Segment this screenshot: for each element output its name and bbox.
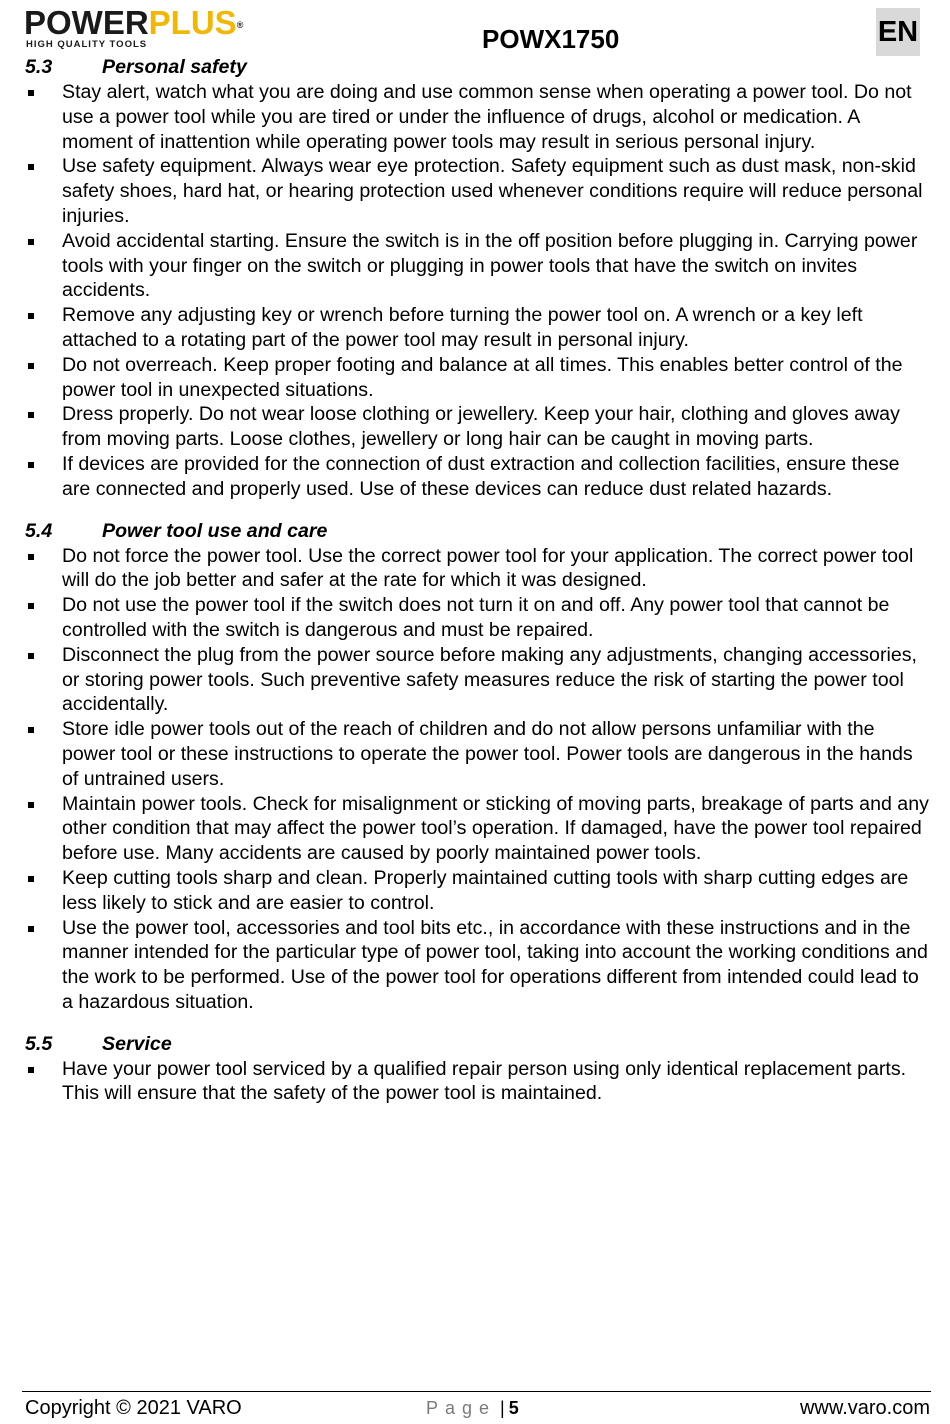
list-item: Stay alert, watch what you are doing and use common sense when operating a power tool. Do not use a power tool while you are tired or under the influence of drugs, alcohol or medication. A moment of inattention while operating power tools may result in serious personal injury. xyxy=(25,80,930,154)
manual-content xyxy=(25,55,930,1106)
logo-brand-part2: PLUS xyxy=(148,4,237,41)
list-item: Use safety equipment. Always wear eye protection. Safety equipment such as dust mask, non-skid safety shoes, hard hat, or hearing protection used whenever conditions require will reduce personal injuries. xyxy=(25,154,930,228)
page-indicator xyxy=(426,1398,519,1419)
section-heading xyxy=(25,519,930,544)
list-item: Store idle power tools out of the reach of children and do not allow persons unfamiliar with the power tool or these instructions to operate the power tool. Power tools are dangerous in the hands of untrained users. xyxy=(25,717,930,791)
section-bullet-list xyxy=(25,1057,930,1107)
list-item: Remove any adjusting key or wrench before turning the power tool on. A wrench or a key left attached to a rotating part of the power tool may result in personal injury. xyxy=(25,303,930,353)
model-number: POWX1750 xyxy=(482,24,620,54)
list-item: Do not force the power tool. Use the correct power tool for your application. The correct power tool will do the job better and safer at the rate for which it was designed. xyxy=(25,544,930,594)
list-item: If devices are provided for the connection of dust extraction and collection facilities, ensure these are connected and properly used. Use of these devices can reduce dust related hazards. xyxy=(25,452,930,502)
list-item: Use the power tool, accessories and tool bits etc., in accordance with these instructions and in the manner intended for the particular type of power tool, taking into account the working conditions and the work to be performed. Use of the power tool for operations different from intended could lead to a hazardous situation. xyxy=(25,916,930,1015)
page-separator: | xyxy=(500,1398,505,1418)
copyright-text: Copyright © 2021 VARO xyxy=(25,1397,242,1419)
logo-wordmark xyxy=(24,6,243,40)
section-title: Personal safety xyxy=(102,56,247,78)
section-number: 5.3 xyxy=(25,56,53,78)
list-item: Disconnect the plug from the power source before making any adjustments, changing accessories, or storing power tools. Such preventive safety measures reduce the risk of starting the power tool accidentally. xyxy=(25,643,930,717)
section-bullet-list xyxy=(25,544,930,1015)
list-item: Do not use the power tool if the switch does not turn it on and off. Any power tool that cannot be controlled with the switch is dangerous and must be repaired. xyxy=(25,593,930,643)
logo-tagline: HIGH QUALITY TOOLS xyxy=(26,39,148,50)
list-item: Do not overreach. Keep proper footing and balance at all times. This enables better control of the power tool in unexpected situations. xyxy=(25,353,930,403)
section-number: 5.5 xyxy=(25,1032,53,1055)
brand-logo xyxy=(24,6,284,50)
section-heading xyxy=(25,55,930,80)
list-item: Dress properly. Do not wear loose clothing or jewellery. Keep your hair, clothing and gloves away from moving parts. Loose clothes, jewellery or long hair can be caught in moving parts. xyxy=(25,402,930,452)
footer-divider xyxy=(22,1391,931,1392)
list-item: Have your power tool serviced by a qualified repair person using only identical replacement parts. This will ensure that the safety of the power tool is maintained. xyxy=(25,1057,930,1107)
language-badge: EN xyxy=(876,8,920,56)
list-item: Avoid accidental starting. Ensure the switch is in the off position before plugging in. Carrying power tools with your finger on the switch or plugging in power tools that have the switch on invites accidents. xyxy=(25,229,930,303)
section-heading xyxy=(25,1032,930,1057)
website-url: www.varo.com xyxy=(799,1397,930,1419)
logo-brand-part1: POWER xyxy=(24,4,149,41)
page-label: Page xyxy=(426,1398,497,1418)
section-title: Power tool use and care xyxy=(102,519,328,542)
list-item: Keep cutting tools sharp and clean. Properly maintained cutting tools with sharp cutting edges are less likely to stick and are easier to control. xyxy=(25,866,930,916)
logo-registered-mark: ® xyxy=(236,20,244,30)
section-title: Service xyxy=(102,1032,172,1055)
list-item: Maintain power tools. Check for misalignment or sticking of moving parts, breakage of parts and any other condition that may affect the power tool’s operation. If damaged, have the power tool repaired before use. Many accidents are caused by poorly maintained power tools. xyxy=(25,792,930,866)
section-number: 5.4 xyxy=(25,519,53,542)
section-bullet-list xyxy=(25,80,930,502)
page-number: 5 xyxy=(508,1398,519,1418)
